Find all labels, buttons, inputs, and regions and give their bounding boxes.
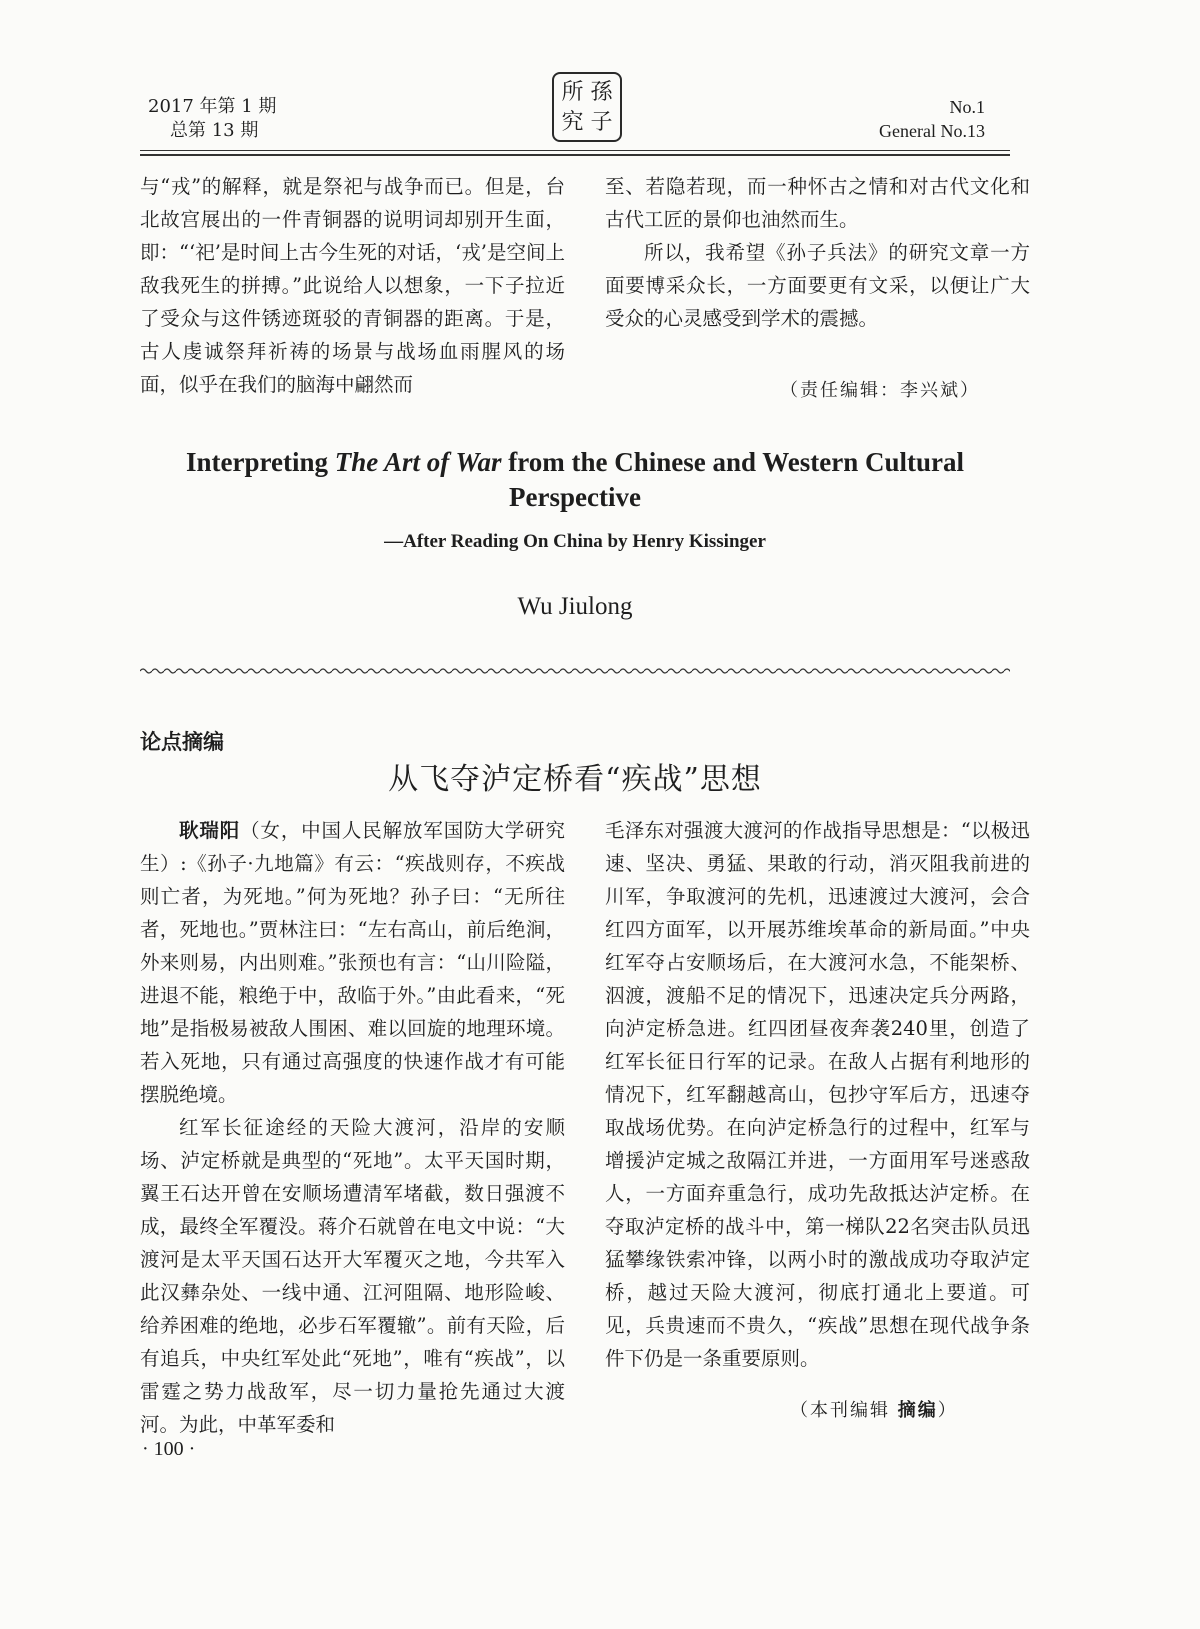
excerpt-editor [790, 1396, 958, 1422]
article-end-column-left [140, 170, 565, 401]
journal-logo [552, 72, 622, 142]
excerpt-editor-bold: 摘编 [897, 1400, 938, 1421]
excerpt-editor-pre: （本刊编辑 [790, 1400, 890, 1421]
general-number-en: General No.13 [879, 121, 985, 141]
logo-char: 子 [590, 110, 613, 135]
issue-info-cn [148, 95, 276, 143]
page-number: · 100 · [142, 1438, 196, 1460]
logo-char: 孫 [590, 80, 613, 105]
excerpt-author: 耿瑞阳 [179, 819, 241, 842]
responsible-editor: （责任编辑：李兴斌） [780, 380, 980, 401]
article-end-paragraph: 所以，我希望《孙子兵法》的研究文章一方面要博采众长，一方面要更有文采，以便让广大受众的心灵感受到学术的震撼。 [605, 241, 1030, 330]
article-end-column-right [605, 170, 1030, 335]
issue-number-cn: 2017 年第 1 期 [148, 96, 277, 117]
english-author: Wu Jiulong [517, 593, 633, 620]
english-title [140, 445, 1010, 515]
english-subtitle: —After Reading On China by Henry Kissinger [384, 531, 766, 552]
excerpt-title: 从飞夺泸定桥看“疾战”思想 [388, 762, 762, 797]
excerpt-column-left [140, 814, 565, 1441]
english-title-italic: The Art of War [334, 447, 502, 477]
article-end-paragraph: 与“戎”的解释，就是祭祀与战争而已。但是，台北故宫展出的一件青铜器的说明词却别开生面，即：“‘祀’是时间上古今生死的对话，‘戎’是空间上敌我死生的拼搏。”此说给人以想象，一下子拉近了受众与这件锈迹斑驳的青铜器的距离。于是，古人虔诚祭拜祈祷的场景与战场血雨腥风的场面，似乎在我们的脑海中翩然而 [140, 175, 565, 396]
header-rule-thin [140, 150, 1010, 151]
issue-number-en: No.1 [949, 97, 985, 117]
excerpt-editor-post: ） [937, 1400, 958, 1421]
english-title-line2: Perspective [509, 482, 641, 512]
excerpt-column-right [605, 814, 1030, 1375]
excerpt-paragraph: 毛泽东对强渡大渡河的作战指导思想是：“以极迅速、坚决、勇猛、果敢的行动，消灭阻我前进的川军，争取渡河的先机，迅速渡过大渡河，会合红四方面军，以开展苏维埃革命的新局面。”中央红军夺占安顺场后，在大渡河水急，不能架桥、泅渡，渡船不足的情况下，迅速决定兵分两路，向泸定桥急进。红四团昼夜奔袭240里，创造了红军长征日行军的记录。在敌人占据有利地形的情况下，红军翻越高山，包抄守军后方，迅速夺取战场优势。在向泸定桥急行的过程中，红军与增援泸定城之敌隔江并进，一方面用军号迷惑敌人，一方面弃重急行，成功先敌抵达泸定桥。在夺取泸定桥的战斗中，第一梯队22名突击队员迅猛攀缘铁索冲锋，以两小时的激战成功夺取泸定桥，越过天险大渡河，彻底打通北上要道。可见，兵贵速而不贵久，“疾战”思想在现代战争条件下仍是一条重要原则。 [605, 819, 1030, 1370]
excerpt-paragraph: 红军长征途经的天险大渡河，沿岸的安顺场、泸定桥就是典型的“死地”。太平天国时期，翼王石达开曾在安顺场遭清军堵截，数日强渡不成，最终全军覆没。蒋介石就曾在电文中说：“大渡河是太平天国石达开大军覆灭之地，今共军入此汉彝杂处、一线中通、江河阻隔、地形险峻、给养困难的绝地，必步石军覆辙”。前有天险，后有追兵，中央红军处此“死地”，唯有“疾战”，以雷霆之势力战敌军，尽一切力量抢先通过大渡河。为此，中革军委和 [140, 1116, 565, 1436]
issue-info-en [879, 95, 985, 143]
total-number-cn: 总第 13 期 [170, 120, 259, 141]
section-label: 论点摘编 [140, 730, 224, 754]
article-end-paragraph: 至、若隐若现，而一种怀古之情和对古代文化和古代工匠的景仰也油然而生。 [605, 175, 1030, 231]
logo-char: 所 [561, 80, 584, 105]
excerpt-paragraph-text: （女，中国人民解放军国防大学研究生）:《孙子·九地篇》有云：“疾战则存，不疾战则亡者，为死地。”何为死地？孙子曰：“无所往者，死地也。”贾林注曰：“左右高山，前后绝涧，外来则易，内出则难。”张预也有言：“山川险隘，进退不能，粮绝于中，敌临于外。”由此看来，“死地”是指极易被敌人围困、难以回旋的地理环境。若入死地，只有通过高强度的快速作战才有可能摆脱绝境。 [140, 819, 565, 1106]
logo-char: 究 [561, 110, 584, 135]
wave-divider [140, 664, 1010, 678]
english-title-post: from the Chinese and Western Cultural [501, 447, 965, 477]
excerpt-paragraph [140, 814, 565, 1111]
english-title-pre: Interpreting [185, 447, 335, 477]
header-rule-thick [140, 154, 1010, 156]
